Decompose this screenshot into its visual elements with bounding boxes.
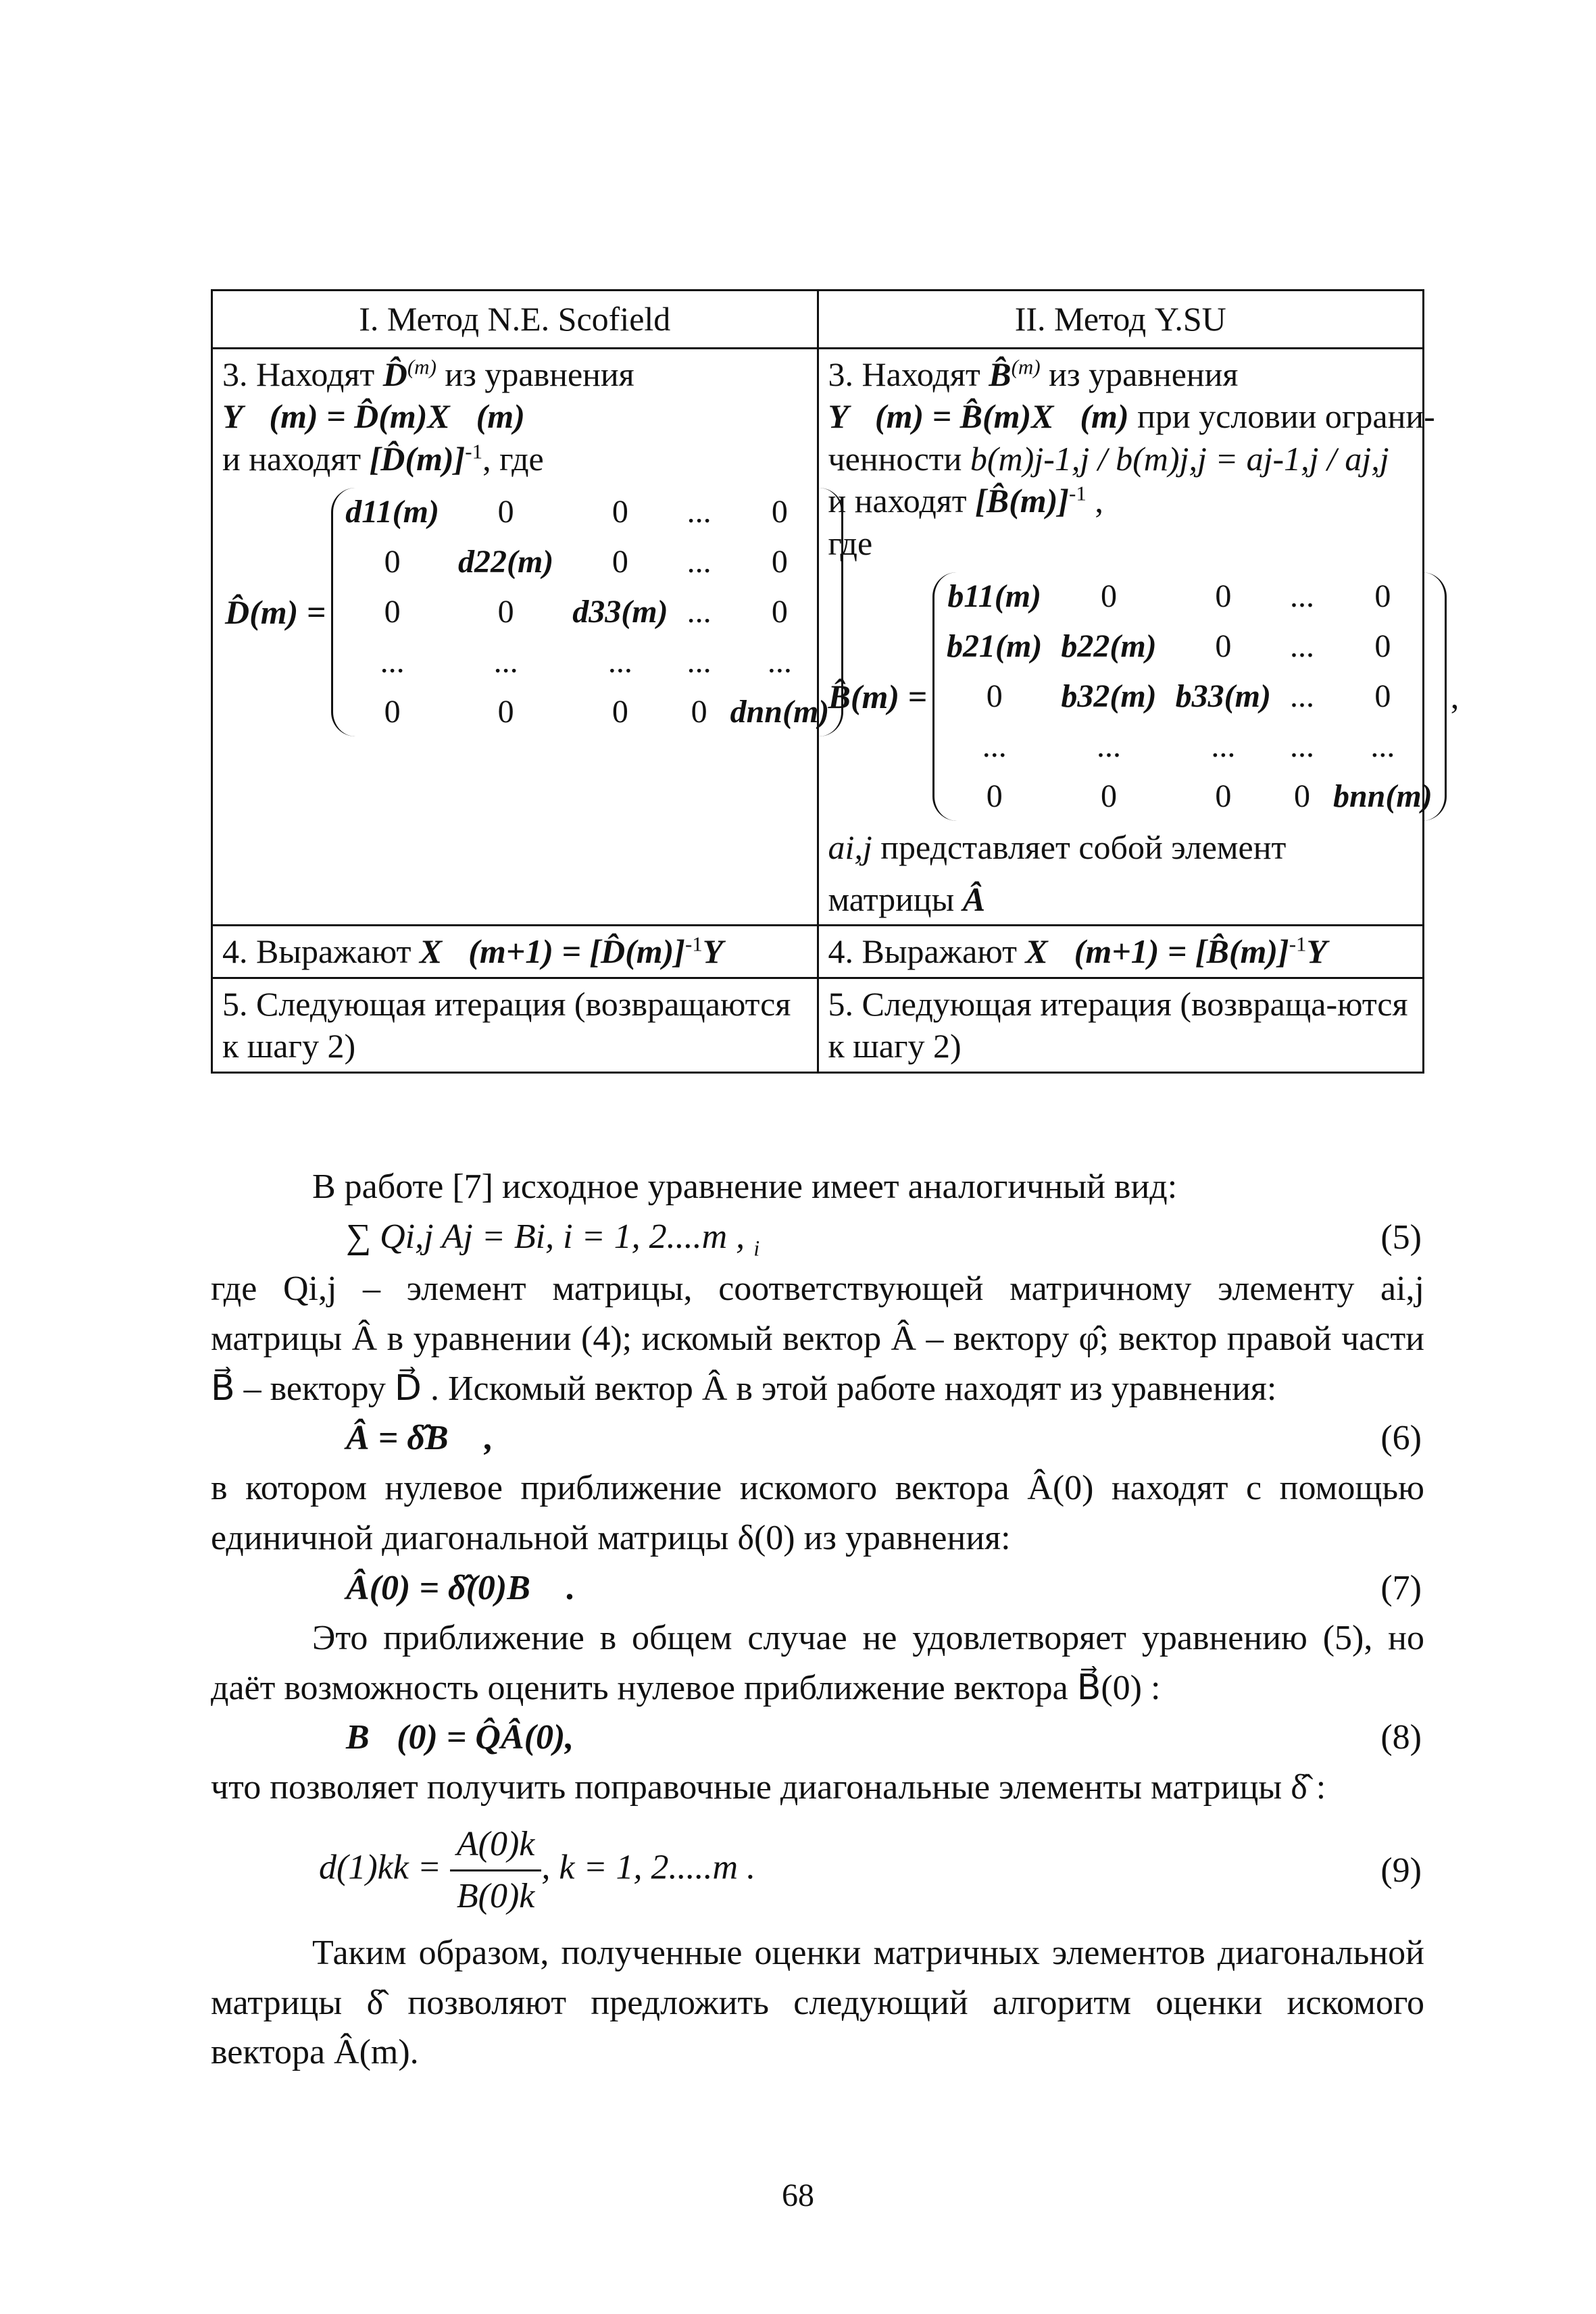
step3-right-line3: ченности b(m)j-1,j / b(m)j,j = aj-1,j / aj,j bbox=[828, 439, 1389, 478]
page-number: 68 bbox=[782, 2178, 814, 2213]
matrix-b-cell-1-4: ... bbox=[1289, 578, 1314, 614]
matrix-d-cell-2-5: 0 bbox=[771, 544, 788, 580]
table-row-step3 bbox=[212, 348, 1424, 926]
matrix-d-cell-1-4: ... bbox=[687, 494, 712, 530]
matrix-b-block bbox=[828, 572, 1460, 821]
matrix-d-cell-2-2: d22(m) bbox=[457, 544, 554, 580]
matrix-d-cell-5-5: dnn(m) bbox=[730, 694, 830, 730]
matrix-d-cell-2-4: ... bbox=[687, 544, 712, 580]
paragraph-3: в котором нулевое приближение искомого вектора Â(0) находят с помощью единичной диагональной матрицы δ(0) из уравнения: bbox=[211, 1469, 1424, 1558]
matrix-b-cell-4-4: ... bbox=[1289, 728, 1314, 764]
equation-6 bbox=[211, 1413, 1424, 1463]
step3-left-line1: 3. Находят D̂$^{(m)}$ из уравнения bbox=[222, 354, 634, 393]
paragraph-4: Это приближение в общем случае не удовлетворяет уравнению (5), но даёт возможность оценить нулевое приближение вектора B⃗(0) : bbox=[211, 1618, 1424, 1707]
cell-step5-right: 5. Следующая итерация (возвраща-ются к шагу 2) bbox=[818, 978, 1424, 1072]
equation-6-formula: Â = δ̂B⃗ , bbox=[346, 1419, 494, 1458]
equation-7-number: (7) bbox=[1380, 1568, 1422, 1607]
matrix-b-cell-5-1: 0 bbox=[986, 778, 1003, 814]
header-ysu: II. Метод Y.SU bbox=[818, 291, 1424, 349]
matrix-d-cell-3-3: d33(m) bbox=[572, 594, 668, 630]
matrix-b-cell-5-3: 0 bbox=[1215, 778, 1232, 814]
methods-comparison-table bbox=[211, 289, 1460, 1074]
step3-right-line2: Y⃗(m) = B̂(m)X⃗(m) при условии ограни- bbox=[828, 397, 1435, 435]
matrix-b-cell-2-2: b22(m) bbox=[1061, 628, 1157, 664]
step3-left-line3: и находят [D̂(m)]$^{-1}$, где bbox=[222, 438, 544, 478]
equation-5 bbox=[211, 1212, 1424, 1264]
matrix-d-cell-3-2: 0 bbox=[497, 594, 514, 630]
equation-9 bbox=[211, 1819, 1424, 1921]
matrix-b-cell-3-3: b33(m) bbox=[1175, 678, 1271, 714]
matrix-b-cell-3-5: 0 bbox=[1374, 678, 1391, 714]
matrix-d-cell-1-1: d11(m) bbox=[345, 494, 439, 530]
matrix-d-cell-5-3: 0 bbox=[612, 694, 628, 730]
matrix-b-cell-1-2: 0 bbox=[1101, 578, 1118, 614]
step3-right-note-line2: матрицы Â bbox=[828, 880, 986, 918]
equation-8-formula: B⃗(0) = Q̂Â(0), bbox=[346, 1718, 574, 1757]
matrix-d-label: D̂(m) = bbox=[225, 593, 326, 631]
matrix-d-cell-3-5: 0 bbox=[771, 594, 788, 630]
equation-6-number: (6) bbox=[1380, 1419, 1422, 1458]
matrix-d-cell-5-1: 0 bbox=[384, 694, 401, 730]
matrix-d-cell-4-2: ... bbox=[493, 644, 518, 680]
equation-9-fraction: $\frac{A(0)k}{B(0)k}$ bbox=[450, 1819, 541, 1921]
matrix-d bbox=[331, 488, 843, 736]
matrix-d-cell-2-3: 0 bbox=[612, 544, 628, 580]
step3-right-note: ai,j представляет собой элемент bbox=[828, 828, 1287, 866]
matrix-b-cell-2-3: 0 bbox=[1215, 628, 1232, 664]
matrix-d-cell-4-4: ... bbox=[687, 644, 712, 680]
matrix-b-cell-1-3: 0 bbox=[1215, 578, 1232, 614]
matrix-d-cell-4-1: ... bbox=[380, 644, 405, 680]
matrix-d-cell-4-3: ... bbox=[607, 644, 632, 680]
cell-step5-left: 5. Следующая итерация (возвращаются к шагу 2) bbox=[212, 978, 818, 1072]
matrix-b-comma: , bbox=[1450, 677, 1460, 715]
cell-step3-left bbox=[212, 348, 830, 926]
table-row-step4 bbox=[212, 926, 1424, 978]
matrix-d-cell-5-4: 0 bbox=[691, 694, 707, 730]
matrix-b-cell-5-2: 0 bbox=[1101, 778, 1118, 814]
equation-8-number: (8) bbox=[1380, 1718, 1422, 1757]
matrix-b-label: B̂(m) = bbox=[828, 677, 928, 715]
matrix-b-cell-3-2: b32(m) bbox=[1061, 678, 1157, 714]
matrix-b-cell-3-4: ... bbox=[1289, 678, 1314, 714]
equation-8 bbox=[211, 1713, 1424, 1763]
matrix-b-cell-4-3: ... bbox=[1211, 728, 1236, 764]
step3-right-line1: 3. Находят B̂$^{(m)}$ из уравнения bbox=[828, 354, 1239, 393]
matrix-d-cell-1-5: 0 bbox=[771, 494, 788, 530]
matrix-d-cell-5-2: 0 bbox=[497, 694, 514, 730]
matrix-d-cell-4-5: ... bbox=[767, 644, 792, 680]
equation-7-formula: Â(0) = δ̂(0)B⃗ . bbox=[346, 1568, 576, 1607]
equation-5-formula: ∑ Qi,j Aj = Bi, i = 1, 2....m , $_i$ bbox=[346, 1217, 760, 1261]
matrix-b-cell-2-4: ... bbox=[1289, 628, 1314, 664]
matrix-b-cell-2-5: 0 bbox=[1374, 628, 1391, 664]
cell-step4-left: 4. Выражают X⃗(m+1) = [D̂(m)]$^{-1}$Y⃗ bbox=[212, 926, 818, 978]
paragraph-5: что позволяет получить поправочные диагональные элементы матрицы δ̂ : bbox=[211, 1768, 1326, 1807]
cell-step4-right: 4. Выражают X⃗(m+1) = [B̂(m)]$^{-1}$Y⃗ bbox=[818, 926, 1424, 978]
matrix-d-cell-3-4: ... bbox=[687, 594, 712, 630]
paragraph-1: В работе [7] исходное уравнение имеет аналогичный вид: bbox=[312, 1167, 1178, 1206]
equation-5-number: (5) bbox=[1380, 1218, 1422, 1257]
table-row-step5 bbox=[212, 978, 1424, 1072]
matrix-b bbox=[932, 572, 1447, 821]
matrix-d-block bbox=[222, 488, 830, 736]
matrix-b-cell-2-1: b21(m) bbox=[947, 628, 1043, 664]
matrix-d-cell-2-1: 0 bbox=[384, 544, 401, 580]
equation-7 bbox=[211, 1563, 1424, 1613]
matrix-d-cell-3-1: 0 bbox=[384, 594, 401, 630]
table-header-row bbox=[212, 291, 1424, 349]
step3-right-line5: где bbox=[828, 524, 873, 562]
matrix-b-cell-5-4: 0 bbox=[1293, 778, 1310, 814]
matrix-d-cell-1-2: 0 bbox=[497, 494, 514, 530]
paragraph-6: Таким образом, полученные оценки матричных элементов диагональной матрицы δ̂ позволяют предложить следующий алгоритм оценки искомого вектора Â(m). bbox=[211, 1933, 1424, 2072]
header-scofield: I. Метод N.E. Scofield bbox=[212, 291, 818, 349]
equation-9-formula: d(1)kk = $\frac{A(0)k}{B(0)k}$ , k = 1, 2.....m . bbox=[319, 1819, 755, 1921]
matrix-b-cell-3-1: 0 bbox=[986, 678, 1003, 714]
step3-right-line4: и находят [B̂(m)]$^{-1}$ , bbox=[828, 481, 1103, 520]
matrix-b-cell-1-1: b11(m) bbox=[947, 578, 1042, 614]
matrix-d-cell-1-3: 0 bbox=[612, 494, 628, 530]
matrix-b-cell-4-5: ... bbox=[1370, 728, 1395, 764]
matrix-b-cell-4-2: ... bbox=[1097, 728, 1122, 764]
matrix-b-cell-1-5: 0 bbox=[1374, 578, 1391, 614]
cell-step3-right bbox=[818, 348, 1460, 926]
paragraph-2: где Qi,j – элемент матрицы, соответствующей матричному элементу ai,j матрицы Â в уравнении (4); искомый вектор Â – вектору φ̂; вектор правой части B⃗ – вектору D⃗ . Искомый вектор Â в этой работе находят из уравнения: bbox=[211, 1269, 1424, 1408]
matrix-b-cell-5-5: bnn(m) bbox=[1332, 778, 1432, 814]
equation-9-number: (9) bbox=[1380, 1851, 1422, 1890]
step3-left-equation: Y⃗(m) = D̂(m)X⃗(m) bbox=[222, 397, 525, 435]
matrix-b-cell-4-1: ... bbox=[982, 728, 1007, 764]
body-text bbox=[211, 1162, 1424, 2078]
